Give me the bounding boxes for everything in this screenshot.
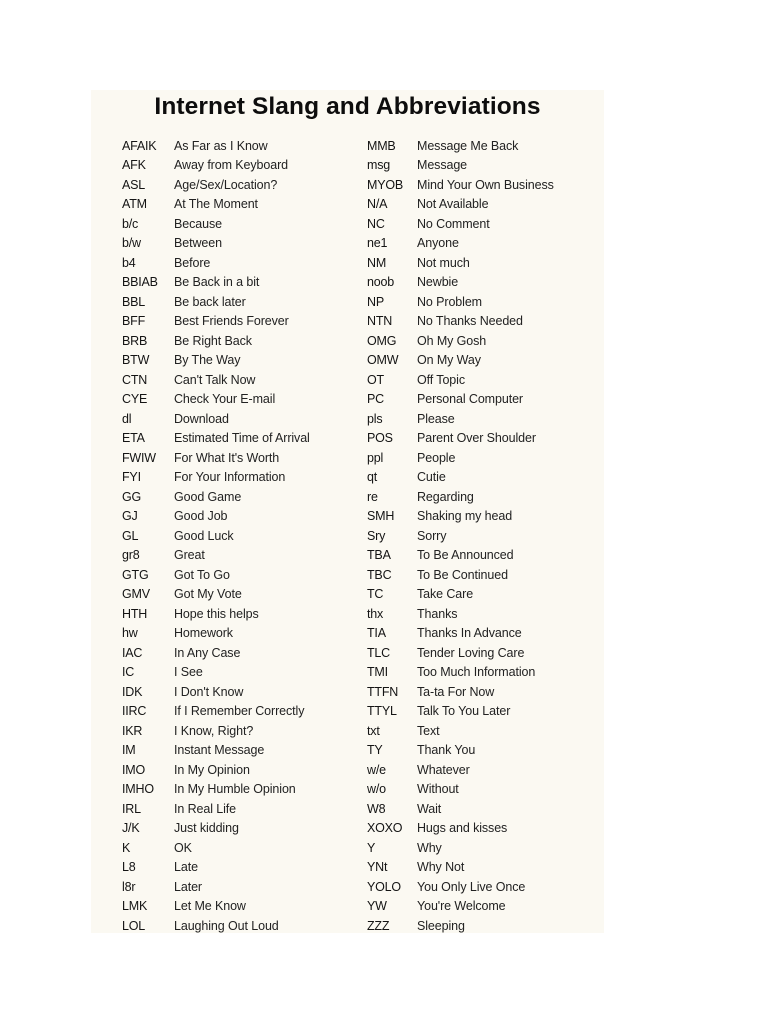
abbreviation-meaning: In Real Life [174, 801, 237, 816]
abbreviation-row [122, 351, 310, 371]
abbreviation-row [367, 370, 554, 390]
abbreviation-row [122, 897, 310, 917]
abbreviation-meaning: Away from Keyboard [174, 158, 288, 173]
abbreviation-row [122, 507, 310, 527]
abbreviation-term: re [367, 489, 378, 504]
abbreviation-term: txt [367, 723, 380, 738]
abbreviation-meaning: I Know, Right? [174, 723, 254, 738]
abbreviation-meaning: To Be Announced [417, 548, 514, 563]
abbreviation-meaning: Age/Sex/Location? [174, 177, 278, 192]
abbreviation-term: FYI [122, 470, 141, 485]
abbreviation-row [122, 741, 310, 761]
abbreviation-meaning: Newbie [417, 275, 459, 290]
abbreviation-row [367, 897, 554, 917]
abbreviation-term: ETA [122, 431, 145, 446]
abbreviation-row [367, 604, 554, 624]
abbreviation-term: qt [367, 470, 378, 485]
abbreviation-term: K [122, 840, 131, 855]
abbreviation-row [122, 234, 310, 254]
abbreviation-meaning: Instant Message [174, 743, 265, 758]
abbreviation-row [122, 487, 310, 507]
abbreviation-meaning: No Thanks Needed [417, 314, 523, 329]
abbreviation-meaning: Estimated Time of Arrival [174, 431, 310, 446]
abbreviation-row [367, 780, 554, 800]
abbreviation-term: NM [367, 255, 387, 270]
abbreviation-row [122, 273, 310, 293]
abbreviation-row [122, 663, 310, 683]
abbreviation-row [367, 234, 554, 254]
abbreviation-meaning: Good Game [174, 489, 242, 504]
abbreviation-term: SMH [367, 509, 395, 524]
abbreviation-row [122, 175, 310, 195]
abbreviation-row [122, 448, 310, 468]
abbreviation-meaning: No Comment [417, 216, 490, 231]
abbreviation-term: IKR [122, 723, 143, 738]
abbreviation-row [367, 760, 554, 780]
abbreviation-meaning: Hugs and kisses [417, 821, 508, 836]
abbreviation-row [122, 468, 310, 488]
abbreviation-meaning: Why [417, 840, 442, 855]
abbreviation-meaning: Before [174, 255, 211, 270]
abbreviation-row [122, 721, 310, 741]
abbreviation-term: b4 [122, 255, 136, 270]
abbreviation-term: HTH [122, 606, 148, 621]
abbreviation-meaning: Sleeping [417, 918, 465, 933]
abbreviation-row [367, 507, 554, 527]
abbreviation-meaning: Mind Your Own Business [417, 177, 554, 192]
abbreviation-term: OMG [367, 333, 397, 348]
abbreviation-term: NTN [367, 314, 393, 329]
abbreviation-meaning: Off Topic [417, 372, 465, 387]
abbreviation-row [367, 312, 554, 332]
abbreviation-term: ASL [122, 177, 146, 192]
abbreviation-meaning: Homework [174, 626, 233, 641]
abbreviation-row [122, 702, 310, 722]
abbreviation-meaning: Message [417, 158, 468, 173]
abbreviation-term: ZZZ [367, 918, 390, 933]
abbreviation-term: BBIAB [122, 275, 158, 290]
abbreviation-meaning: I See [174, 665, 203, 680]
abbreviation-meaning: Message Me Back [417, 138, 519, 153]
abbreviation-term: N/A [367, 197, 388, 212]
right-column [367, 136, 554, 936]
abbreviation-term: Sry [367, 528, 386, 543]
abbreviation-row [367, 721, 554, 741]
abbreviation-meaning: Hope this helps [174, 606, 259, 621]
abbreviation-meaning: Good Job [174, 509, 228, 524]
abbreviation-row [367, 916, 554, 936]
abbreviation-term: POS [367, 431, 393, 446]
abbreviation-term: NP [367, 294, 384, 309]
abbreviation-meaning: Late [174, 860, 198, 875]
abbreviation-row [367, 799, 554, 819]
abbreviation-row [122, 214, 310, 234]
abbreviation-term: BFF [122, 314, 146, 329]
abbreviation-meaning: Between [174, 236, 222, 251]
abbreviation-row [122, 799, 310, 819]
abbreviation-meaning: Oh My Gosh [417, 333, 487, 348]
abbreviation-meaning: Without [417, 782, 459, 797]
abbreviation-term: TTYL [367, 704, 397, 719]
abbreviation-term: YW [367, 899, 387, 914]
abbreviation-meaning: Let Me Know [174, 899, 246, 914]
abbreviation-term: IIRC [122, 704, 147, 719]
abbreviation-row [122, 292, 310, 312]
abbreviation-meaning: You're Welcome [417, 899, 506, 914]
abbreviation-meaning: Not much [417, 255, 470, 270]
abbreviation-meaning: Parent Over Shoulder [417, 431, 536, 446]
abbreviation-meaning: Can't Talk Now [174, 372, 256, 387]
abbreviation-term: Y [367, 840, 376, 855]
abbreviation-meaning: Whatever [417, 762, 470, 777]
abbreviation-term: GG [122, 489, 142, 504]
abbreviation-term: YOLO [367, 879, 401, 894]
abbreviation-row [367, 819, 554, 839]
abbreviation-row [367, 390, 554, 410]
abbreviation-term: TBA [367, 548, 391, 563]
abbreviation-meaning: Too Much Information [417, 665, 536, 680]
abbreviation-term: noob [367, 275, 395, 290]
abbreviation-row [122, 780, 310, 800]
abbreviation-row [122, 838, 310, 858]
abbreviation-meaning: Sorry [417, 528, 447, 543]
abbreviation-term: IDK [122, 684, 143, 699]
abbreviation-row [367, 468, 554, 488]
abbreviation-meaning: For Your Information [174, 470, 286, 485]
abbreviation-term: IRL [122, 801, 141, 816]
abbreviation-row [367, 429, 554, 449]
abbreviation-row [367, 195, 554, 215]
abbreviation-term: XOXO [367, 821, 403, 836]
abbreviation-row [122, 565, 310, 585]
abbreviation-meaning: Personal Computer [417, 392, 523, 407]
abbreviation-term: IMHO [122, 782, 154, 797]
abbreviation-row [367, 546, 554, 566]
abbreviation-meaning: As Far as I Know [174, 138, 268, 153]
abbreviation-row [122, 819, 310, 839]
abbreviation-term: msg [367, 158, 391, 173]
abbreviation-meaning: Good Luck [174, 528, 234, 543]
abbreviation-row [367, 292, 554, 312]
abbreviation-term: GJ [122, 509, 138, 524]
abbreviation-row [122, 409, 310, 429]
abbreviation-term: TLC [367, 645, 391, 660]
abbreviation-term: w/e [367, 762, 386, 777]
abbreviation-term: TIA [367, 626, 386, 641]
abbreviation-row [122, 585, 310, 605]
abbreviation-term: TMI [367, 665, 388, 680]
abbreviation-row [122, 195, 310, 215]
abbreviation-meaning: No Problem [417, 294, 482, 309]
abbreviation-term: b/w [122, 236, 141, 251]
abbreviation-row [367, 643, 554, 663]
abbreviation-row [122, 312, 310, 332]
abbreviation-meaning: Got To Go [174, 567, 230, 582]
abbreviation-row [122, 331, 310, 351]
abbreviation-row [122, 624, 310, 644]
abbreviation-row [367, 253, 554, 273]
abbreviation-row [122, 136, 310, 156]
abbreviation-term: ne1 [367, 236, 388, 251]
abbreviation-meaning: Wait [417, 801, 442, 816]
abbreviation-row [122, 253, 310, 273]
abbreviation-row [122, 604, 310, 624]
abbreviation-term: pls [367, 411, 383, 426]
abbreviation-term: MYOB [367, 177, 404, 192]
abbreviation-meaning: OK [174, 840, 192, 855]
abbreviation-meaning: Please [417, 411, 455, 426]
abbreviation-term: IM [122, 743, 136, 758]
abbreviation-term: b/c [122, 216, 139, 231]
abbreviation-meaning: Laughing Out Loud [174, 918, 279, 933]
abbreviation-meaning: Shaking my head [417, 509, 513, 524]
abbreviation-meaning: Be back later [174, 294, 246, 309]
abbreviation-term: L8 [122, 860, 136, 875]
abbreviation-meaning: By The Way [174, 353, 241, 368]
abbreviation-meaning: For What It's Worth [174, 450, 280, 465]
abbreviation-meaning: Download [174, 411, 229, 426]
abbreviation-meaning: I Don't Know [174, 684, 244, 699]
abbreviation-meaning: Regarding [417, 489, 474, 504]
left-column [122, 136, 310, 936]
abbreviation-term: J/K [122, 821, 140, 836]
abbreviation-term: ATM [122, 197, 147, 212]
abbreviation-term: IC [122, 665, 135, 680]
abbreviation-meaning: Because [174, 216, 222, 231]
abbreviation-meaning: Thanks [417, 606, 458, 621]
abbreviation-term: GL [122, 528, 139, 543]
abbreviation-row [367, 858, 554, 878]
abbreviation-row [367, 273, 554, 293]
abbreviation-term: BRB [122, 333, 148, 348]
abbreviation-meaning: To Be Continued [417, 567, 508, 582]
abbreviation-term: NC [367, 216, 385, 231]
abbreviation-term: OMW [367, 353, 399, 368]
abbreviation-meaning: In Any Case [174, 645, 241, 660]
abbreviation-row [122, 858, 310, 878]
abbreviation-row [367, 702, 554, 722]
abbreviation-row [122, 546, 310, 566]
abbreviation-row [367, 409, 554, 429]
abbreviation-meaning: You Only Live Once [417, 879, 526, 894]
abbreviation-term: GTG [122, 567, 149, 582]
abbreviation-term: BBL [122, 294, 146, 309]
abbreviation-term: BTW [122, 353, 150, 368]
abbreviation-meaning: People [417, 450, 456, 465]
abbreviation-row [122, 643, 310, 663]
abbreviation-row [367, 624, 554, 644]
abbreviation-row [122, 682, 310, 702]
abbreviation-term: hw [122, 626, 138, 641]
abbreviation-meaning: In My Opinion [174, 762, 250, 777]
abbreviation-meaning: Later [174, 879, 202, 894]
abbreviation-meaning: Anyone [417, 236, 459, 251]
abbreviation-meaning: On My Way [417, 353, 481, 368]
abbreviation-term: IMO [122, 762, 146, 777]
abbreviation-meaning: Talk To You Later [417, 704, 511, 719]
abbreviation-meaning: Thank You [417, 743, 476, 758]
abbreviation-term: IAC [122, 645, 143, 660]
abbreviation-meaning: Ta-ta For Now [417, 684, 495, 699]
abbreviation-row [122, 877, 310, 897]
abbreviation-row [122, 760, 310, 780]
abbreviation-row [367, 565, 554, 585]
abbreviation-row [122, 390, 310, 410]
abbreviation-term: w/o [367, 782, 386, 797]
abbreviation-term: TY [367, 743, 383, 758]
abbreviation-meaning: Got My Vote [174, 587, 242, 602]
abbreviation-meaning: Text [417, 723, 440, 738]
abbreviation-meaning: Check Your E-mail [174, 392, 276, 407]
abbreviation-term: AFK [122, 158, 146, 173]
abbreviation-meaning: Just kidding [174, 821, 239, 836]
abbreviation-meaning: Best Friends Forever [174, 314, 289, 329]
abbreviation-row [122, 429, 310, 449]
abbreviation-meaning: Not Available [417, 197, 489, 212]
abbreviation-row [367, 585, 554, 605]
abbreviation-term: OT [367, 372, 384, 387]
abbreviation-row [367, 331, 554, 351]
abbreviation-row [367, 175, 554, 195]
abbreviation-term: CYE [122, 392, 148, 407]
abbreviation-row [367, 214, 554, 234]
abbreviation-row [367, 487, 554, 507]
abbreviation-term: YNt [367, 860, 388, 875]
abbreviation-meaning: Great [174, 548, 205, 563]
abbreviation-row [367, 741, 554, 761]
abbreviation-term: l8r [122, 879, 136, 894]
abbreviation-row [122, 156, 310, 176]
abbreviation-term: TC [367, 587, 384, 602]
abbreviation-term: FWIW [122, 450, 156, 465]
abbreviation-meaning: Be Right Back [174, 333, 252, 348]
abbreviation-row [122, 370, 310, 390]
abbreviation-term: AFAIK [122, 138, 157, 153]
abbreviation-meaning: If I Remember Correctly [174, 704, 305, 719]
abbreviation-term: thx [367, 606, 384, 621]
abbreviation-term: LMK [122, 899, 148, 914]
abbreviation-meaning: Thanks In Advance [417, 626, 522, 641]
abbreviation-meaning: Be Back in a bit [174, 275, 260, 290]
abbreviation-term: TBC [367, 567, 392, 582]
abbreviation-meaning: Cutie [417, 470, 446, 485]
document-title: Internet Slang and Abbreviations [154, 93, 541, 120]
abbreviation-term: PC [367, 392, 384, 407]
abbreviation-term: CTN [122, 372, 148, 387]
abbreviation-row [367, 838, 554, 858]
abbreviation-term: ppl [367, 450, 384, 465]
abbreviation-meaning: In My Humble Opinion [174, 782, 296, 797]
abbreviation-row [367, 663, 554, 683]
abbreviation-row [367, 351, 554, 371]
abbreviation-meaning: At The Moment [174, 197, 258, 212]
abbreviation-term: TTFN [367, 684, 399, 699]
abbreviation-meaning: Why Not [417, 860, 465, 875]
abbreviation-term: gr8 [122, 548, 140, 563]
abbreviation-term: MMB [367, 138, 396, 153]
abbreviation-term: LOL [122, 918, 146, 933]
abbreviation-term: GMV [122, 587, 150, 602]
abbreviation-row [367, 877, 554, 897]
slang-document [91, 90, 604, 933]
abbreviation-row [367, 136, 554, 156]
abbreviation-meaning: Take Care [417, 587, 474, 602]
abbreviation-row [122, 526, 310, 546]
abbreviation-row [122, 916, 310, 936]
abbreviation-meaning: Tender Loving Care [417, 645, 525, 660]
abbreviation-term: W8 [367, 801, 386, 816]
abbreviation-row [367, 682, 554, 702]
abbreviation-row [367, 156, 554, 176]
abbreviation-term: dl [122, 411, 132, 426]
abbreviation-row [367, 448, 554, 468]
abbreviation-row [367, 526, 554, 546]
